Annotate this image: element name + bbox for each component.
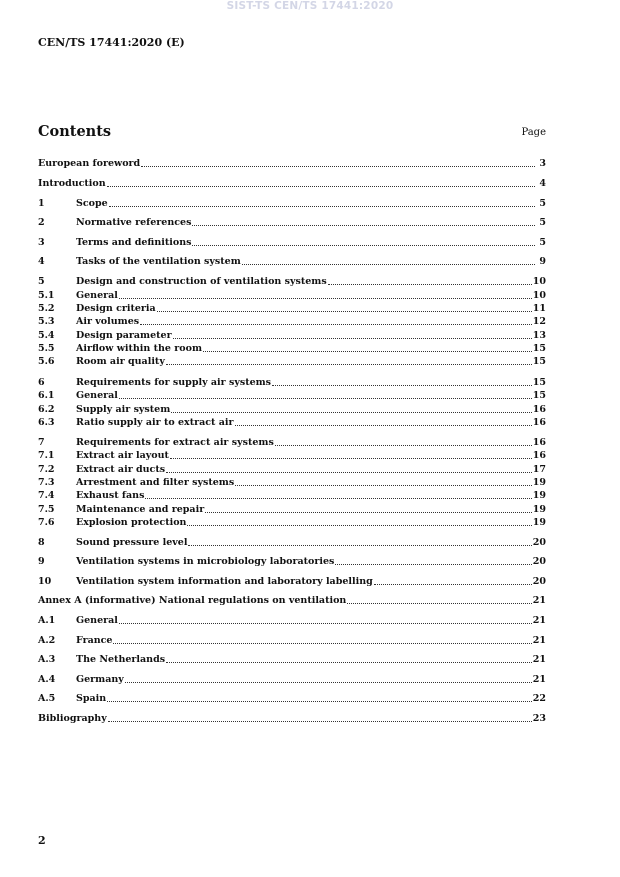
toc-entry-number: 8 — [38, 537, 45, 548]
toc-entry-page: 10 — [532, 276, 546, 287]
toc-entry-title: Scope — [76, 198, 108, 209]
toc-entry-title: Room air quality — [76, 356, 165, 367]
toc-entry-title: Supply air system — [76, 404, 171, 415]
toc-entry[interactable] — [38, 315, 546, 328]
toc-entry[interactable] — [38, 614, 546, 627]
toc-entry-title: Germany — [76, 674, 124, 685]
toc-entry-page: 21 — [532, 635, 546, 646]
toc-entry-title: Terms and definitions — [76, 237, 192, 248]
toc-entry-number: 7.1 — [38, 450, 55, 461]
dot-leader — [205, 511, 532, 513]
toc-entry[interactable] — [38, 449, 546, 462]
toc-entry[interactable] — [38, 416, 546, 429]
dot-leader — [119, 397, 532, 399]
dot-leader — [141, 165, 535, 167]
toc-entry-page: 5 — [539, 237, 546, 248]
toc-entry-number: 7.3 — [38, 477, 55, 488]
toc-entry-page: 21 — [532, 674, 546, 685]
toc-entry-page: 22 — [532, 693, 546, 704]
toc-entry-number: 5.6 — [38, 356, 55, 367]
toc-entry-title: Tasks of the ventilation system — [76, 256, 241, 267]
toc-entry[interactable] — [38, 673, 546, 686]
toc-entry[interactable] — [38, 476, 546, 489]
toc-entry-page: 15 — [532, 356, 546, 367]
toc-entry-title: Design parameter — [76, 330, 172, 341]
toc-entry[interactable] — [38, 692, 546, 705]
toc-entry-title: Normative references — [76, 217, 192, 228]
toc-entry[interactable] — [38, 355, 546, 368]
toc-entry[interactable] — [38, 157, 546, 170]
toc-entry-page: 20 — [532, 576, 546, 587]
toc-entry-page: 16 — [532, 437, 546, 448]
toc-entry-title: European foreword — [38, 158, 141, 169]
toc-entry[interactable] — [38, 236, 546, 249]
toc-entry-title: Requirements for extract air systems — [76, 437, 274, 448]
dot-leader — [166, 363, 532, 365]
toc-entry-title: Requirements for supply air systems — [76, 377, 272, 388]
dot-leader — [187, 524, 531, 526]
dot-leader — [192, 244, 535, 246]
dot-leader — [119, 622, 532, 624]
toc-entry-number: 10 — [38, 576, 52, 587]
toc-entry[interactable] — [38, 712, 546, 725]
toc-entry[interactable] — [38, 403, 546, 416]
dot-leader — [109, 205, 535, 207]
dot-leader — [272, 384, 532, 386]
toc-entry[interactable] — [38, 653, 546, 666]
toc-entry-number: 5.4 — [38, 330, 55, 341]
toc-entry-page: 21 — [532, 654, 546, 665]
toc-entry-page: 17 — [532, 464, 546, 475]
toc-entry-title: Ventilation systems in microbiology laboratories — [76, 556, 335, 567]
dot-leader — [275, 444, 532, 446]
toc-entry-title: Arrestment and filter systems — [76, 477, 235, 488]
toc-entry-number: 4 — [38, 256, 45, 267]
toc-entry-page: 16 — [532, 417, 546, 428]
toc-entry-page: 19 — [532, 477, 546, 488]
watermark: SIST-TS CEN/TS 17441:2020 — [226, 0, 394, 12]
toc-entry-page: 5 — [539, 198, 546, 209]
toc-entry-number: 5 — [38, 276, 45, 287]
toc-entry-number: A.2 — [38, 635, 56, 646]
toc-entry-title: Explosion protection — [76, 517, 187, 528]
toc-entry-number: A.1 — [38, 615, 56, 626]
dot-leader — [235, 484, 532, 486]
toc-entry-title: Airflow within the room — [76, 343, 202, 354]
dot-leader — [170, 457, 532, 459]
toc-entry-number: A.3 — [38, 654, 56, 665]
toc-entry-page: 5 — [539, 217, 546, 228]
dot-leader — [328, 283, 532, 285]
toc-entry-title: Ventilation system information and laboratory labelling — [76, 576, 373, 587]
dot-leader — [107, 700, 532, 702]
dot-leader — [119, 297, 532, 299]
toc-entry-title: Design and construction of ventilation systems — [76, 276, 327, 287]
toc-entry-page: 3 — [539, 158, 546, 169]
toc-entry-page: 20 — [532, 537, 546, 548]
toc-entry-title: Bibliography — [38, 713, 107, 724]
toc-entry[interactable] — [38, 376, 546, 389]
toc-entry-page: 4 — [539, 178, 546, 189]
dot-leader — [192, 224, 535, 226]
toc-entry-number: A.5 — [38, 693, 56, 704]
toc-entry-title: Ratio supply air to extract air — [76, 417, 234, 428]
toc-entry-title: Maintenance and repair — [76, 504, 205, 515]
toc-entry[interactable] — [38, 516, 546, 529]
toc-entry-page: 16 — [532, 450, 546, 461]
document-id: CEN/TS 17441:2020 (E) — [38, 36, 185, 49]
toc-entry-page: 15 — [532, 377, 546, 388]
dot-leader — [166, 661, 532, 663]
toc-entry-number: 6.1 — [38, 390, 55, 401]
toc-entry-number: 5.1 — [38, 290, 55, 301]
toc-entry-number: 3 — [38, 237, 45, 248]
page-number: 2 — [38, 834, 46, 847]
dot-leader — [145, 497, 531, 499]
toc-entry[interactable] — [38, 575, 546, 588]
toc-entry-title: Extract air layout — [76, 450, 169, 461]
dot-leader — [171, 411, 531, 413]
toc-entry[interactable] — [38, 197, 546, 210]
dot-leader — [347, 602, 531, 604]
toc-entry-title: The Netherlands — [76, 654, 166, 665]
contents-title: Contents — [38, 123, 112, 140]
toc-entry-page: 19 — [532, 504, 546, 515]
dot-leader — [166, 471, 532, 473]
toc-entry[interactable] — [38, 302, 546, 315]
toc-entry[interactable] — [38, 594, 546, 607]
dot-leader — [157, 310, 532, 312]
toc-entry[interactable] — [38, 536, 546, 549]
toc-entry-title: France — [76, 635, 113, 646]
dot-leader — [140, 323, 532, 325]
toc-entry-page: 9 — [539, 256, 546, 267]
toc-entry-number: 1 — [38, 198, 45, 209]
toc-entry-number: 5.5 — [38, 343, 55, 354]
toc-entry-number: 7.6 — [38, 517, 55, 528]
toc-entry[interactable] — [38, 463, 546, 476]
toc-entry[interactable] — [38, 177, 546, 190]
toc-entry-title: General — [76, 290, 118, 301]
toc-entry-title: Design criteria — [76, 303, 156, 314]
toc-entry-number: 2 — [38, 217, 45, 228]
toc-entry-number: 5.3 — [38, 316, 55, 327]
toc-entry[interactable] — [38, 275, 546, 288]
dot-leader — [188, 544, 531, 546]
dot-leader — [335, 563, 531, 565]
toc-entry-number: A.4 — [38, 674, 56, 685]
toc-entry-title: Exhaust fans — [76, 490, 145, 501]
dot-leader — [108, 720, 532, 722]
toc-entry-page: 21 — [532, 615, 546, 626]
toc-entry-number: 9 — [38, 556, 45, 567]
toc-entry-page: 10 — [532, 290, 546, 301]
dot-leader — [113, 642, 531, 644]
toc-entry[interactable] — [38, 389, 546, 402]
toc-entry-number: 6 — [38, 377, 45, 388]
page-column-label: Page — [521, 127, 546, 138]
toc-entry-number: 7.4 — [38, 490, 55, 501]
toc-entry-page: 13 — [532, 330, 546, 341]
toc-entry-page: 15 — [532, 343, 546, 354]
toc-entry-title: General — [76, 390, 118, 401]
toc-entry-title: Spain — [76, 693, 107, 704]
toc-entry[interactable] — [38, 489, 546, 502]
toc-entry-title: Extract air ducts — [76, 464, 166, 475]
toc-entry-page: 12 — [532, 316, 546, 327]
toc-entry[interactable] — [38, 634, 546, 647]
toc-entry-number: 7.5 — [38, 504, 55, 515]
toc-entry-title: Introduction — [38, 178, 106, 189]
dot-leader — [242, 263, 535, 265]
toc-entry-page: 15 — [532, 390, 546, 401]
dot-leader — [203, 350, 532, 352]
toc-entry[interactable] — [38, 255, 546, 268]
toc-entry[interactable] — [38, 342, 546, 355]
toc-entry-title: General — [76, 615, 118, 626]
toc-entry-page: 19 — [532, 517, 546, 528]
toc-entry-title: Air volumes — [76, 316, 140, 327]
toc-entry[interactable] — [38, 555, 546, 568]
toc-entry[interactable] — [38, 436, 546, 449]
toc-entry[interactable] — [38, 216, 546, 229]
toc-entry-number: 7 — [38, 437, 45, 448]
toc-entry-page: 23 — [532, 713, 546, 724]
toc-entry[interactable] — [38, 503, 546, 516]
dot-leader — [173, 337, 532, 339]
dot-leader — [125, 681, 532, 683]
toc-entry-number: 6.2 — [38, 404, 55, 415]
dot-leader — [107, 185, 535, 187]
toc-entry-title: Sound pressure level — [76, 537, 188, 548]
toc-entry-page: 20 — [532, 556, 546, 567]
toc-entry-title: Annex A (informative) National regulations on ventilation — [38, 595, 347, 606]
toc-entry-number: 7.2 — [38, 464, 55, 475]
toc-entry-page: 21 — [532, 595, 546, 606]
toc-entry-number: 6.3 — [38, 417, 55, 428]
toc-entry-page: 16 — [532, 404, 546, 415]
toc-entry[interactable] — [38, 289, 546, 302]
dot-leader — [374, 583, 532, 585]
dot-leader — [235, 424, 532, 426]
toc-entry-page: 19 — [532, 490, 546, 501]
toc-entry[interactable] — [38, 329, 546, 342]
toc-entry-number: 5.2 — [38, 303, 55, 314]
toc-entry-page: 11 — [532, 303, 546, 314]
